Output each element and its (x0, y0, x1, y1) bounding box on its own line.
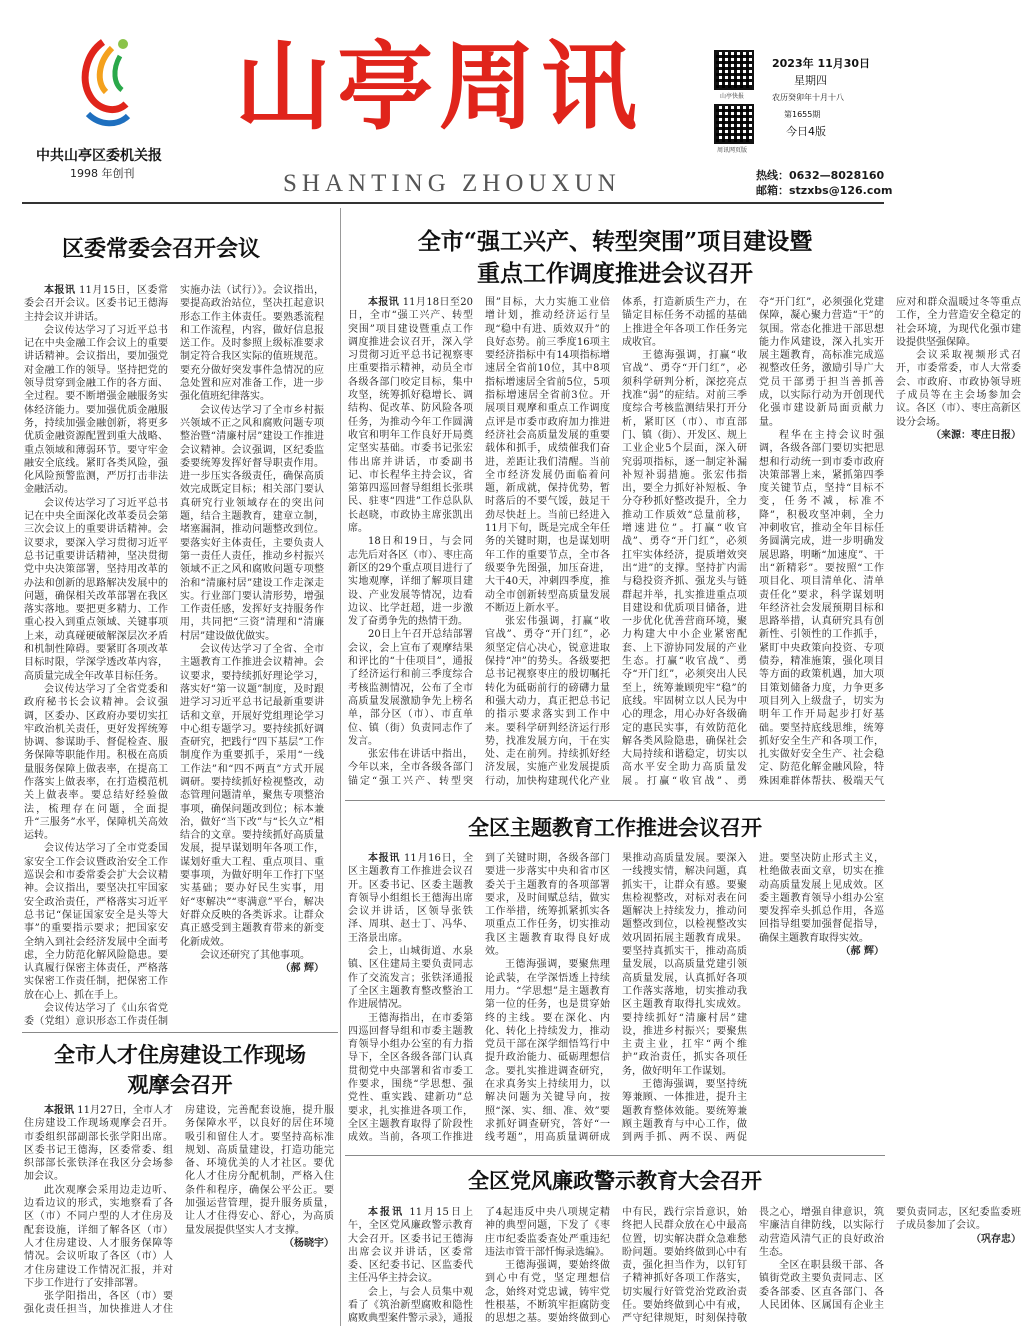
article-paragraph: 本报讯 11月15日，区委常委会召开会议。区委书记王德海主持会议并讲话。 (24, 285, 168, 323)
article-byline: （来源：枣庄日报） (931, 429, 1021, 441)
email: 邮箱：stzxbs@126.com (756, 184, 893, 197)
article-paragraph: 张学阳指出，各区（市）要强化责任担当，加快推进人才住房建设，完善配套设施，提升服务保障水平，以良好的居住环境吸引和留住人才。要坚持高标准规划、高质量建设，打造功能完备、环境优美的人才社区。要优化人才住房分配机制，严格入住条件和程序，确保公平公正。要加强运营管理，提升服务质量，让人才住得安心、舒心，为高质量发展提供坚实人才支撑。 (24, 1105, 334, 1316)
article-paragraph: 张宏伟在讲话中指出，今年以来，全市各级各部门锚定“强工兴产、转型突围”目标，大力实施工业倍增计划，推动经济运行呈现“稳中有进、质效双升”的良好态势。前三季度16项主要经济指标中有14项指标增速居全省前10位，其中8项指标增速居全省前5位，5项指标增速居全省前3位。开展项目观摩和重点工作调度点评是市委市政府加力推进经济社会高质量发展的重要载体和抓手，成绩催我们奋进，差距让我们清醒。当前全市经济发展仍面临着问题，新成就，保持优势，暂时落后的不要气馁，鼓足干劲尽快赶上。当前已经进入11月下旬，既是完成全年任务的关键时期，也是谋划明年工作的重要节点，全市各级要争先图强，加压奋进，大干40天，冲刺四季度，推动全市创新转型高质量发展不断迈上新水平。 (348, 297, 610, 787)
article-byline: （杨晓宇） (284, 1237, 334, 1249)
article-paragraph: 王德海指出，在市委第四巡回督导组和市委主题教育领导小组办公室的有力指导下，全区各级各部门认真贯彻党中央部署和省市委工作要求，围绕“学思想、强党性、重实践、建新功”总要求，扎实推进各项工作，全区主题教育取得了阶段性成效。当前，各项工作推进到了关键时期，各级各部门要进一步落实中央和省市区委关于主题教育的各项部署要求，及时间赋总结，做实工作举措，统筹抓紧抓实各项重点工作任务，切实推动我区主题教育取得良好成效。 (348, 853, 610, 1144)
article-byline: （巩存忠） (971, 1233, 1021, 1245)
qr-label-app: 山亭快报 (719, 93, 744, 100)
article-paragraph: 王德海强调，要坚持统筹兼顾、一体推进，提升主题教育整体效能。要统筹兼顾主题教育与中心工作，做到两手抓、两不误、两促进。要坚决防止形式主义，杜绝做表面文章，切实在推动高质量发展上见成效。区委主题教育领导小组办公室要发挥牵头抓总作用，各巡回指导组要加强督促指导，确保主题教育取得实效。 (622, 853, 884, 1144)
article-paragraph: 会议传达学习了习近平总书记在中央全面深化改革委员会第三次会议上的重要讲话精神。会议要求，要深入学习贯彻习近平总书记重要讲话精神，坚决贯彻党中央决策部署，坚持用改革的办法和创新的思路解决发展中的问题，确保相关改革部署在我区落实落地。要把更多精力、工作重心投入到重点领域、关键事项上来，动真碰硬破解深层次矛盾和机制性障碍。要紧盯各项改革目标时限，学深学透改革内容，高质量完成全年改革目标任务。 (24, 497, 168, 682)
article-body (348, 1206, 1021, 1326)
issue-date: 2023年 11月30日 (772, 57, 871, 70)
article-paragraph: 会议传达学习了全市党委国家安全工作会议暨政治安全工作巡误会和市委常委会扩大会议精神。会议指出，要坚决扛牢国家安全政治责任，严格落实习近平总书记“保证国家安全是头等大事”的重要指示要求；把国家安全纳入到社会经济发展中全面考虑，全力防范化解风险隐患。要认真履行保密主体责任，严格落实保密工作责任制，把保密工作放在心上、抓在手上。 (24, 843, 168, 1001)
article-paragraph: 本报讯 11月18日至20日，全市“强工兴产、转型突围”项目建设暨重点工作调度推进会议召开，深入学习贯彻习近平总书记视察枣庄重要指示精神，动员全市各级各部门咬定目标，集中攻坚，统筹抓好稳增长、调结构、促改革、防风险各项任务，为推动今年工作圆满收官和明年工作良好开局奠定坚实基础。市委书记张宏伟出席并讲话，市委副书记、市长程华主持会议，省第第四巡回督导组组长张琪民、驻枣“四进”工作总队队长赵晓，市政协主席张凯出席。 (348, 297, 473, 535)
issue-number: 第1655期 (784, 110, 821, 119)
issue-lunar: 农历癸卯年十月十八 (772, 93, 844, 102)
article-title: 区委常委会召开会议 (62, 236, 261, 262)
article-title: 全区主题教育工作推进会议召开 (468, 815, 762, 840)
article-paragraph: 会议还研究了其他事项。 (200, 949, 310, 961)
qr-code-icon[interactable] (714, 104, 754, 144)
article-paragraph: 20日上午召开总结部署会议，会上宣布了观摩结果和评比的“十佳项目”，通报了经济运行和前三季度综合考核监测情况，公布了全市高质量发展激励争先上榜名单，部分区（市）、市直单位、镇（街）负责同志作了发言。 (348, 629, 473, 747)
article-paragraph: 王德海强调，要聚焦理论武装，在学深悟透上持续用力。“学思想”是主题教育第一位的任务，也是贯穿始终的主线。要在深化、内化、转化上持续发力，推动党员干部在深学细悟笃行中提升政治能力、砥砺理想信念。要扎实推进调查研究，在求真务实上持续用力，以解决问题为关键导向，按照“深、实、细、准、效”要求抓好调查研究，答好“一线考题”，用高质量调研成果推动高质量发展。要深入一线搜实情，解决问题，真抓实干，让群众有感。要聚焦检视整改，对标对表在问题解决上持续发力，推动问题整改到位，以检视整改实效巩固拓展主题教育成果。要坚持真抓实干，推动高质量发展，以高质量党建引领高质量发展，认真抓好各项工作落实落地，切实推动我区主题教育取得扎实成效。要持续抓好“清廉村居”建设，推进乡村振兴；要聚焦主责主业，扛牢“两个维护”政治责任，抓实各项任务，做好明年工作谋划。 (485, 853, 747, 1144)
article-paragraph: 会议传达学习了《山东省党委（党组）意识形态工作责任制实施办法（试行）》。会议指出，要提高政治站位，坚决扛起意识形态工作主体责任。要熟悉流程和工作流程，内容，做好信息报送工作。及时参照上级标准要求制定符合我区实际的值班规范。要充分做好突发事件急情况的应急处置和应对准备工作，进一步强化值班纪律落实。 (24, 285, 324, 1028)
article-paragraph: 本报讯 11月15日上午，全区党风廉政警示教育大会召开。区委书记王德海出席会议并讲话，区委常委、区纪委书记、区监委代主任冯华主持会议。 (348, 1207, 473, 1285)
organization-name: 中共山亭区委机关报 (36, 148, 162, 164)
qr-label-web: 周讯网页版 (716, 147, 747, 154)
article-paragraph: 会上，与会人员集中观看了《筑治新型腐败和隐性腐败典型案件警示录》，通报了4起违反中央八项规定精神的典型问题，下发了《枣庄市纪委监委查处严重违纪违法市管干部忏悔录选编》。 (348, 1207, 610, 1325)
article-body (348, 852, 884, 1150)
article-paragraph: 会议传达学习了全省、全市主题教育工作推进会议精神。会议要求，要持续抓好理论学习，落实好“第一议题”制度，及时跟进学习习近平总书记最新重要讲话和文章，开展好党组理论学习中心组专题学习。要持续抓好调查研究，把践行“四下基层”工作制度作为重要抓手，采用“一线工作法”和“四不两直”方式开展调研。要持续抓好检视整改，动态管理问题清单，聚焦专项整治事项，确保问题改到位；标本兼治，做好“当下改”与“长久立”相结合的文章。要持续抓好高质量发展，提早谋划明年各项工作，谋划好重大工程、重点项目、重要事项，为做好明年工作打下坚实基础；要办好民生实事，用好“枣解决”“枣满意”平台，解决好群众反映的各类诉求。让群众真正感受到主题教育带来的新变化新成效。 (180, 644, 324, 948)
article-body (24, 284, 324, 1029)
newspaper-pinyin: SHANTING ZHOUXUN (283, 170, 621, 197)
article-title: 全市人才住房建设工作现场 观摩会召开 (54, 1042, 306, 1097)
founded-year: 1998 年创刊 (70, 167, 135, 180)
article-paragraph: 会议传达学习了全省党委和政府秘书长会议精神。会议强调，区委办、区政府办要切实扛牢政治机关责任，更好发挥统筹协调、参谋助手、督促检查、服务保障等职能作用。积极在高质量服务保障上做表率，在提高工作落实上做表率，在打造模范机关上做表率。要总结好经验做法，梳理存在问题，全面提升“三服务”水平，保障机关高效运转。 (24, 683, 168, 842)
district-logo (68, 34, 138, 138)
article-body (24, 1104, 334, 1326)
column-divider (340, 208, 341, 1326)
issue-weekday: 星期四 (794, 74, 827, 87)
divider (345, 800, 885, 801)
newspaper-title: 山亭周讯 (235, 30, 643, 143)
article-byline: （郝 辉） (280, 963, 324, 975)
article-body (348, 296, 1021, 790)
article-paragraph: 会议传达学习了全市乡村振兴领域不正之风和腐败问题专项整治暨“清廉村居”建设工作推进会议精神。会议强调，区纪委监委要统筹发挥好督导职责作用。进一步压实各级责任，确保高质效完成既定目标；相关部门要认真研究行业领域存在的突出问题，结合主题教育，建章立制，堵塞漏洞，推动问题整改到位。要落实好主体责任，主要负责人第一责任人责任，推动乡村振兴领域不正之风和腐败问题专项整治和“清廉村居”建设工作走深走实。行业部门要认清形势，增强工作责任感，发挥好支持服务作用，共同把“三资”清理和“清廉村居”建设做优做实。 (180, 404, 324, 642)
article-paragraph: 本报讯 11月27日，全市人才住房建设工作现场观摩会召开。市委组织部副部长张学阳出席。区委书记王德海，区委常委、组织部部长张铁泽在我区分会场参加会议。 (24, 1105, 173, 1183)
article-paragraph: 张宏伟强调，打赢“收官战”、勇夺“开门红”，必须坚定信心决心，锐意进取保持“冲”的势头。各级要把总书记视察枣庄的殷切嘱托转化为砥砺前行的磅礴力量和强大动力，真正把总书记的指示要求落实到工作中来。要科学研判经济运行形势，找准发展方向，干在实处、走在前列。持续抓好经济发展，实施产业发展提质行动，加快构建现代化产业体系，打造新质生产力，在锚定目标任务不动摇的基础上推进全年各项工作任务完成收官。 (485, 297, 747, 787)
article-paragraph: 王德海强调，要始终做到心中有党，坚定理想信念，始终对党忠诚，铸牢党性根基，不断筑牢拒腐防变的思想之基。要始终做到心中有民，践行宗旨意识，始终把人民群众放在心中最高位置，切实解决群众急难愁盼问题。要始终做到心中有责，强化担当作为，以钉钉子精神抓好各项工作落实，切实履行好管党治党政治责任。要始终做到心中有戒，严守纪律规矩，时刻保持敬畏之心，增强自律意识，筑牢廉洁自律防线，以实际行动营造风清气正的良好政治生态。 (485, 1207, 884, 1325)
qr-code-icon[interactable] (714, 50, 754, 90)
lead-article-title: 全市“强工兴产、转型突围”项目建设暨 重点工作调度推进会议召开 (417, 228, 813, 287)
article-paragraph: 王德海强调，打赢“收官战”、勇夺“开门红”，必须科学研判分析，深挖亮点找准“弱”的症结。对前三季度综合考核监测结果打开分析，紧盯区（市）、市直部门、镇（街）、开发区、规上工业企业5个层面，深入研究弱项指标，逐一制定补漏补短补弱措施。张宏伟指出，要全力抓好补短板、争分夺秒抓好整改提升，全力推动工作质效“总量前移，增速进位”。打赢“收官战”、勇夺“开门红”，必须扛牢实体经济，提质增效突出“进”的支撑。坚持扩内需与稳投资齐抓、强龙头与链群起并举，扎实推进重点项目建设和优质项目储备，进一步优化优善营商环境，聚力构建大中小企业紧密配套、上下游协同发展的产业生态。打赢“收官战”、勇夺“开门红”，必须突出人民至上，统筹兼顾兜牢“稳”的底线。牢固树立以人民为中心的理念，用心办好各级确定的惠民实事，有效防范化解各类风险隐患，确保社会大局持续和谐稳定，切实以高水平安全助力高质量发展。打赢“收官战”、勇夺“开门红”，必须强化党建保障，凝心聚力营造“干”的氛围。常态化推进干部思想能力作风建设，深入扎实开展主题教育，高标准完成巡视整改任务，激励引导广大党员干部勇于担当善抓善成，以实际行动为开创现代化强市建设新局面贡献力量。 (622, 297, 884, 787)
article-byline: （郝 辉） (840, 946, 884, 958)
divider (22, 1032, 338, 1033)
article-lead: 本报讯 (44, 285, 76, 296)
article-paragraph: 此次观摩会采用边走边听、边看边议的形式，实地察看了各区（市）不同户型的人才住房及配套设施，详细了解各区（市）人才住房建设、人才服务保障等情况。会议听取了各区（市）人才住房建设工作情况汇报，并对下步工作进行了安排部署。 (24, 1184, 173, 1289)
article-paragraph: 会上，山城街道、水泉镇、区住建局主要负责同志作了交流发言；张铁泽通报了全区主题教育整改整治工作进展情况。 (348, 946, 473, 1011)
masthead-rule (22, 202, 884, 204)
hotline: 热线：0632—8028160 (756, 169, 885, 182)
issue-info (772, 55, 870, 140)
article-paragraph: 本报讯 11月16日，全区主题教育工作推进会议召开。区委书记、区委主题教育领导小组组长王德海出席会议并讲话，区领导张铁泽、周琪、赵士丁、冯华、王洛景出席。 (348, 853, 473, 944)
article-paragraph: 会议采取视频形式召开，市委常委，市人大常委会、市政府、市政协领导班子成员等在主会场参加会议。各区（市）、枣庄高新区设分会场。 (896, 350, 1021, 428)
article-paragraph: 全区在职县级干部、各镇街党政主要负责同志、区委各部委、区直各部门、各人民团体、区属国有企业主要负责同志，区纪委监委班子成员参加了会议。 (759, 1207, 1021, 1312)
divider (345, 1155, 885, 1156)
issue-pages: 今日4版 (786, 125, 826, 138)
article-paragraph: 会议传达学习了习近平总书记在中央金融工作会议上的重要讲话精神。会议指出，要加强党对金融工作的领导。坚持把党的领导贯穿到金融工作的各方面、全过程。要不断增强金融服务实体经济能力。要加强优质金融服务，持续加强金融创新，将更多优质金融资源配置到重大战略、重点领域和薄弱环节。要守牢金融安全底线。紧盯各类风险，强化风险预警监测，严厉打击非法金融活动。 (24, 324, 168, 496)
article-paragraph: 程华在主持会议时强调，各级各部门要切实把思想和行动统一到市委市政府决策部署上来，紧抓第四季度关键节点，坚持“目标不变，任务不减，标准不降”，积极攻坚冲刺，全力冲刺收官，推动全年目标任务圆满完成，进一步明确发展思路，明晰“加速度”、干出“新精彩”。要按照“工作项目化、项目清单化、清单责任化”要求，科学谋划明年经济社会发展预期目标和思路举措，认真研究具有创新性、引领性的工作抓手，紧盯中央政策向投资、专项债券，精准施策，强化项目等方面的政策机遇，加大项目策划储备力度，力争更多项目列入上级盘子，切实为明年工作开局起步打好基础。要坚持底线思维，统筹抓好安全生产和各项工作，扎实做好安全生产、社会稳定、防范化解金融风险，特殊困难群体帮扶、极端天气应对和群众温暖过冬等重点工作，全力营造安全稳定的社会环境，为现代化强市建设提供坚强保障。 (759, 297, 1021, 787)
article-title: 全区党风廉政警示教育大会召开 (468, 1168, 762, 1193)
contact-info (756, 168, 892, 198)
article-paragraph: 18日和19日，与会同志先后对各区（市）、枣庄高新区的29个重点项目进行了实地观摩，详细了解项目建设、产业发展等情况，边看边议、比学赶超，进一步激发了奋勇争先的热情干劲。 (348, 536, 473, 628)
